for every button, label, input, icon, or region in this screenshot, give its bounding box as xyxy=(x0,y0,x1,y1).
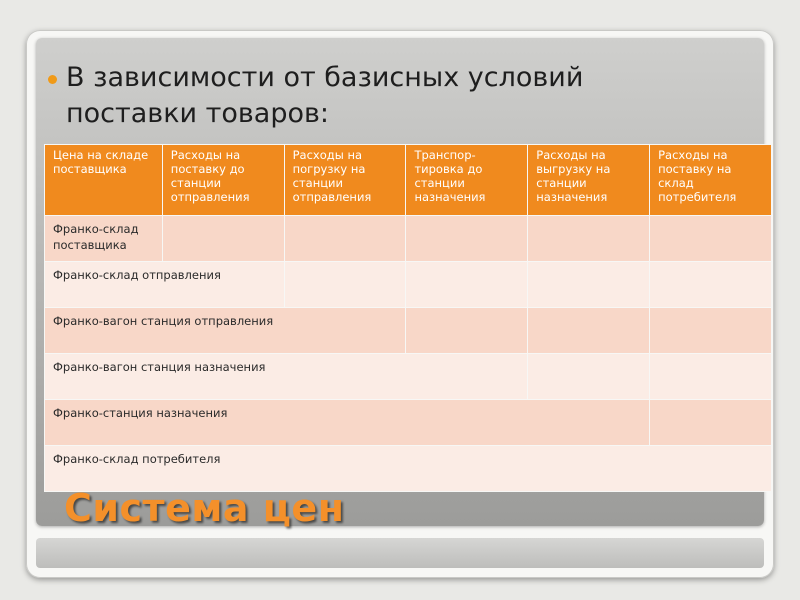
table-cell xyxy=(284,216,406,262)
table-cell xyxy=(528,262,650,308)
content-panel xyxy=(36,38,764,530)
table-row xyxy=(45,216,772,262)
row-label: Франко-вагон станция назначения xyxy=(45,354,528,400)
table-row xyxy=(45,308,772,354)
table-cell xyxy=(650,354,772,400)
header-delivery-to-consumer: Расходы на поставку на склад потребителя xyxy=(650,145,772,216)
table-row xyxy=(45,400,772,446)
table-cell xyxy=(406,308,528,354)
table-row xyxy=(45,262,772,308)
bottom-band xyxy=(36,538,764,568)
table-cell xyxy=(650,216,772,262)
header-supplier-warehouse-price: Цена на складе поставщика xyxy=(45,145,163,216)
table-header-row xyxy=(45,145,772,216)
header-delivery-to-departure: Расходы на поставку до станции отправления xyxy=(162,145,284,216)
table-cell xyxy=(406,262,528,308)
row-label: Франко-склад потребителя xyxy=(45,446,772,492)
table-row xyxy=(45,354,772,400)
row-label: Франко-склад отправления xyxy=(45,262,285,308)
row-label: Франко-вагон станция отправления xyxy=(45,308,406,354)
table-cell xyxy=(162,216,284,262)
header-unloading-at-destination: Расходы на выгрузку на станции назначения xyxy=(528,145,650,216)
slide-title: Система цен xyxy=(64,486,345,530)
header-loading-at-departure: Расходы на погрузку на станции отправления xyxy=(284,145,406,216)
table-cell xyxy=(528,216,650,262)
slide-frame xyxy=(26,30,774,578)
table-cell xyxy=(406,216,528,262)
table-cell xyxy=(284,262,406,308)
bullet-text-line-2: поставки товаров: xyxy=(66,98,330,129)
table-cell xyxy=(528,354,650,400)
row-label: Франко-склад поставщика xyxy=(45,216,163,262)
table-cell xyxy=(528,308,650,354)
row-label: Франко-станция назначения xyxy=(45,400,650,446)
table-cell xyxy=(650,262,772,308)
header-transport-to-destination: Транспор-тировка до станции назначения xyxy=(406,145,528,216)
table-row xyxy=(45,446,772,492)
price-system-table xyxy=(44,144,772,492)
bullet-text-line-1: В зависимости от базисных условий xyxy=(66,62,584,93)
bullet-point xyxy=(66,60,726,132)
table-cell xyxy=(650,308,772,354)
table-cell xyxy=(650,400,772,446)
bullet-dot-icon xyxy=(48,75,57,84)
